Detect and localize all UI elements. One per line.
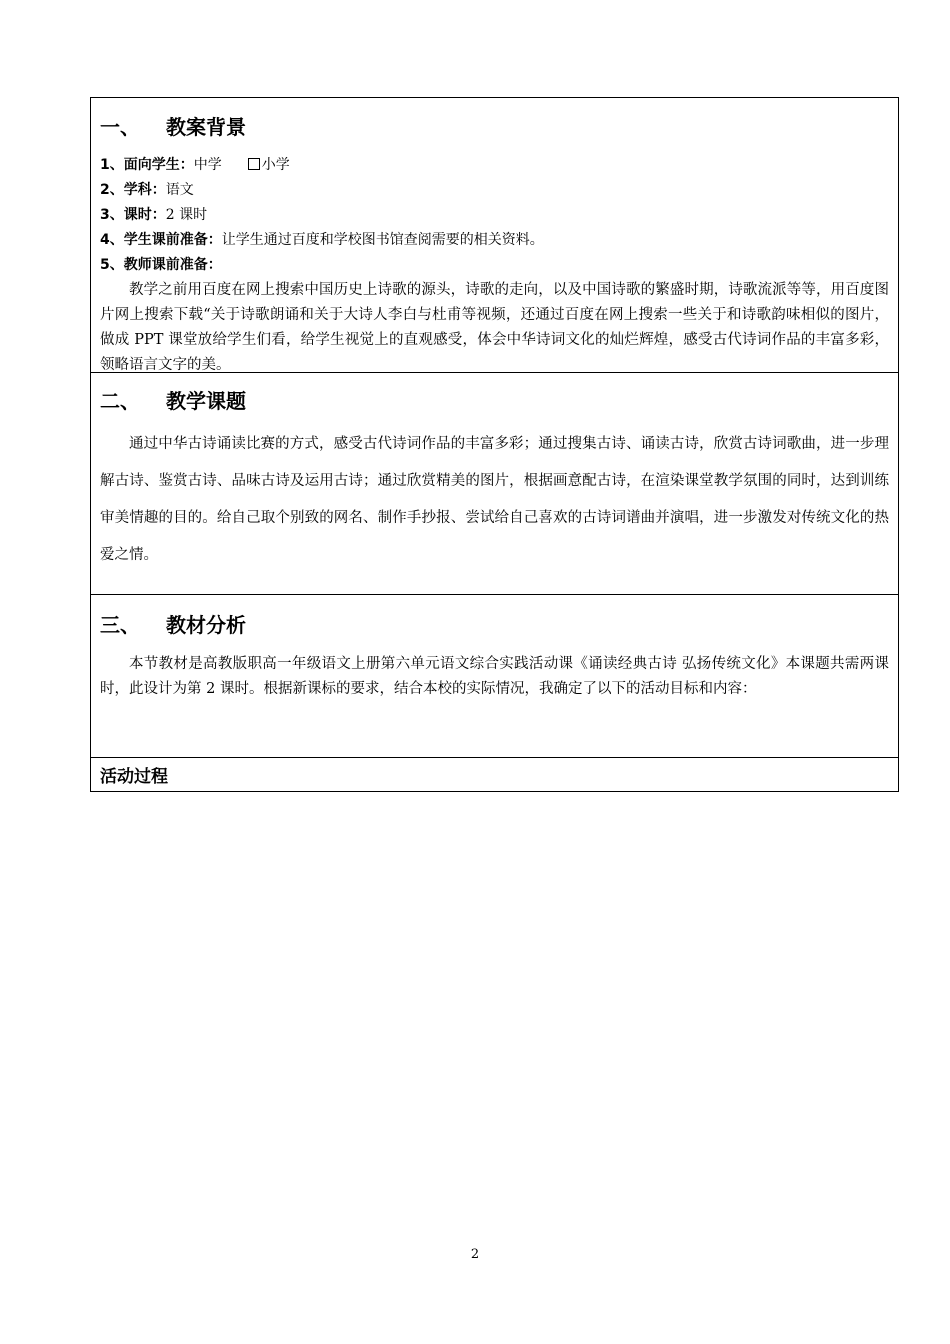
field-value: 让学生通过百度和学校图书馆查阅需要的相关资料。 — [221, 232, 544, 248]
field-label: 4、学生课前准备： — [100, 232, 222, 248]
section-activity-process — [91, 758, 898, 791]
page-number: 2 — [470, 1247, 480, 1262]
option-middle-school: 中学 — [193, 157, 222, 173]
material-paragraph: 本节教材是高教版职高一年级语文上册第六单元语文综合实践活动课《诵读经典古诗 弘扬传统文化》本课题共需两课时，此设计为第 2 课时。根据新课标的要求，结合本校的实际情况，我确定了以下的活动目标和内容： — [100, 656, 889, 697]
field-value: 语文 — [165, 182, 194, 198]
checkbox-icon — [248, 158, 260, 170]
subject-row — [100, 178, 889, 203]
field-value: 2 课时 — [165, 207, 208, 223]
field-label: 1、面向学生： — [100, 157, 194, 173]
section-heading — [100, 98, 889, 153]
lesson-plan-table — [90, 97, 899, 792]
field-label: 2、学科： — [100, 182, 166, 198]
section-material-analysis — [91, 595, 898, 758]
section-background — [91, 98, 898, 373]
section-number: 一、 — [100, 115, 140, 139]
section-heading — [100, 373, 889, 426]
target-students-row — [100, 153, 889, 178]
section-number: 三、 — [100, 613, 140, 637]
section-title: 教材分析 — [166, 613, 246, 637]
teacher-prep-row — [100, 253, 889, 278]
section-title: 教案背景 — [166, 115, 246, 139]
section-topic — [91, 373, 898, 595]
section-heading — [100, 758, 889, 791]
option-primary-school: 小学 — [261, 157, 290, 173]
section-heading — [100, 595, 889, 652]
field-label: 5、教师课前准备： — [100, 257, 222, 273]
topic-paragraph: 通过中华古诗诵读比赛的方式，感受古代诗词作品的丰富多彩；通过搜集古诗、诵读古诗，欣赏古诗词歌曲，进一步理解古诗、鉴赏古诗、品味古诗及运用古诗；通过欣赏精美的图片，根据画意配古诗，在渲染课堂教学氛围的同时，达到训练审美情趣的目的。给自己取个别致的网名、制作手抄报、尝试给自己喜欢的古诗词谱曲并演唱，进一步激发对传统文化的热爱之情。 — [100, 436, 889, 563]
field-label: 3、课时： — [100, 207, 166, 223]
student-prep-row — [100, 228, 889, 253]
section-number: 二、 — [100, 389, 140, 413]
section-title: 教学课题 — [166, 389, 246, 413]
section-title: 活动过程 — [100, 767, 168, 787]
teacher-prep-paragraph: 教学之前用百度在网上搜索中国历史上诗歌的源头，诗歌的走向，以及中国诗歌的繁盛时期，诗歌流派等等，用百度图片网上搜索下载“关于诗歌朗诵和关于大诗人李白与杜甫等视频，还通过百度在网上搜索一些关于和诗歌韵味相似的图片，做成 PPT 课堂放给学生们看，给学生视觉上的直观感受，体会中华诗词文化的灿烂辉煌，感受古代诗词作品的丰富多彩，领略语言文字的美。 — [100, 282, 889, 373]
class-hours-row — [100, 203, 889, 228]
